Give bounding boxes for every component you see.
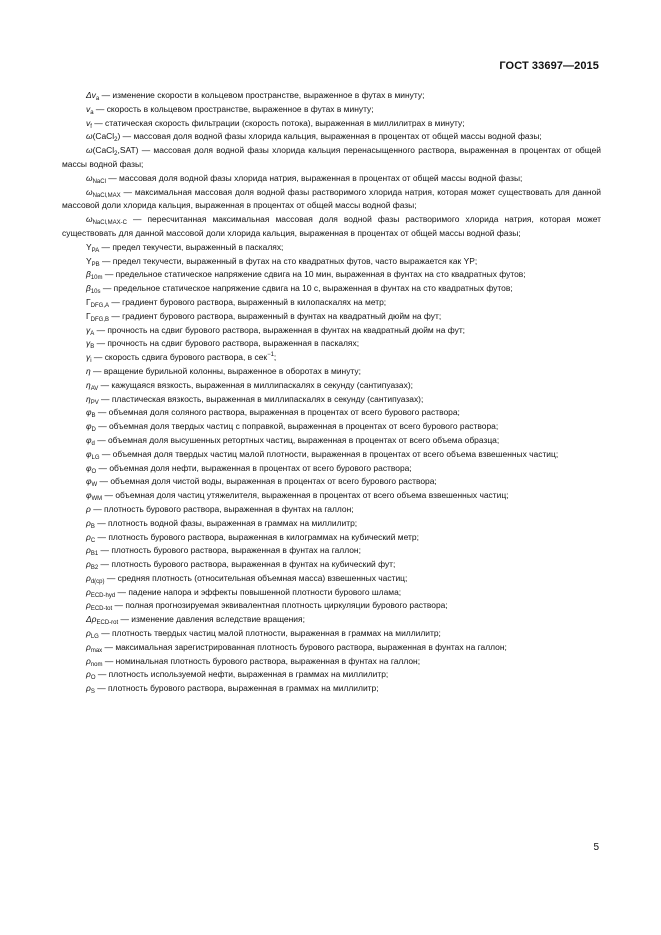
- definition-text: — плотность используемой нефти, выраженная в граммах на миллилитр;: [95, 669, 389, 680]
- definition-text: — массовая доля водной фазы хлорида натрия, выраженная в процентах от общей массы водной фазы;: [105, 172, 523, 183]
- symbol: $\rho_{ECD-tot}$: [86, 600, 113, 613]
- symbol: ω(CaCl$_2$): [86, 131, 121, 144]
- definition-text: — скорость сдвига бурового раствора, в сек$^{-1}$;: [91, 352, 277, 363]
- symbol: $Y_{PB}$: [86, 255, 100, 268]
- symbol-definition: [62, 365, 601, 379]
- symbols-list: [62, 89, 601, 696]
- definition-text: — пересчитанная максимальная массовая доля водной фазы растворимого хлорида натрия, которая может существовать для данной массовой доли хлорида кальция, выраженная в процентах от общей массы водной фазы;: [62, 214, 601, 238]
- definition-text: — кажущаяся вязкость, выраженная в миллипаскалях в секунду (сантипуазах);: [98, 379, 413, 390]
- symbol-definition: [62, 503, 601, 517]
- symbol: $\omega_{NaCl,MAX-C}$: [86, 214, 127, 227]
- symbol: $Y_{PA}$: [86, 241, 100, 254]
- symbol: $v_a$: [86, 103, 94, 116]
- definition-text: — прочность на сдвиг бурового раствора, выраженная в фунтах на квадратный дюйм на фут;: [94, 324, 466, 335]
- symbol: $\varphi_d$: [86, 434, 95, 447]
- symbol: $\beta_{10m}$: [86, 269, 103, 282]
- symbol: ρ: [86, 503, 91, 514]
- definition-text: — скорость в кольцевом пространстве, выраженное в футах в минуту;: [93, 103, 374, 114]
- symbol-definition: [62, 268, 601, 282]
- definition-text: — объемная доля твердых частиц малой плотности, выраженная в процентах от всего объема взвешенных частиц;: [99, 448, 559, 459]
- definition-text: — изменение давления вследствие вращения;: [118, 614, 305, 625]
- symbol: $\rho_{max}$: [86, 641, 103, 654]
- symbol-definition: [62, 462, 601, 476]
- definition-text: — объемная доля твердых частиц с поправкой, выраженная в процентах от всего бурового раствора;: [95, 421, 499, 432]
- symbol-definition: [62, 489, 601, 503]
- definition-text: — плотность бурового раствора, выраженная в килограммах на кубический метр;: [95, 531, 419, 542]
- symbol-definition: [62, 255, 601, 269]
- symbol-definition: [62, 599, 601, 613]
- definition-text: — градиент бурового раствора, выраженный в килопаскалях на метр;: [109, 296, 387, 307]
- symbol-definition: [62, 655, 601, 669]
- definition-text: — падение напора и эффекты повышенной плотности бурового шлама;: [115, 586, 402, 597]
- symbol: $\varphi_{LG}$: [86, 448, 100, 461]
- symbol-definition: [62, 531, 601, 545]
- definition-text: — плотность бурового раствора, выраженная в граммах на миллилитр;: [94, 683, 379, 694]
- definition-text: — массовая доля водной фазы хлорида кальция перенасыщенного раствора, выраженная в процентах от общей массы водной фазы;: [62, 145, 601, 169]
- symbol: ω(CaCl$_2$,SAT): [86, 145, 139, 158]
- definition-text: — статическая скорость фильтрации (скорость потока), выраженная в миллилитрах в минуту;: [91, 117, 465, 128]
- symbol-definition: [62, 434, 601, 448]
- symbol: $\eta_{PV}$: [86, 393, 99, 406]
- definition-text: — плотность бурового раствора, выраженная в фунтах на галлон;: [98, 545, 361, 556]
- definition-text: — плотность бурового раствора, выраженная в фунтах на кубический фут;: [98, 559, 396, 570]
- definition-text: — объемная доля чистой воды, выраженная в процентах от всего бурового раствора;: [97, 476, 437, 487]
- definition-text: — полная прогнозируемая эквивалентная плотность циркуляции бурового раствора;: [112, 600, 448, 611]
- definition-text: — плотность бурового раствора, выраженная в фунтах на галлон;: [90, 503, 354, 514]
- symbol-definition: [62, 406, 601, 420]
- symbol-definition: [62, 558, 601, 572]
- definition-text: — предельное статическое напряжение сдвига на 10 мин, выраженная в фунтах на сто квадратных футов;: [102, 269, 526, 280]
- symbol: $v_f$: [86, 117, 92, 130]
- definition-text: — градиент бурового раствора, выраженный в фунтах на квадратный дюйм на фут;: [109, 310, 442, 321]
- symbol-definition: [62, 475, 601, 489]
- symbol: $\rho_{d(cp)}$: [86, 572, 105, 585]
- symbol: $\omega_{NaCl}$: [86, 172, 106, 185]
- definition-text: — средняя плотность (относительная объемная масса) взвешенных частиц;: [104, 572, 408, 583]
- symbol: $\rho_{nom}$: [86, 655, 103, 668]
- symbol-definition: [62, 641, 601, 655]
- definition-text: — объемная доля соляного раствора, выраженная в процентах от всего бурового раствора;: [95, 407, 460, 418]
- symbol: $\varphi_D$: [86, 421, 96, 434]
- symbol-definition: [62, 89, 601, 103]
- definition-text: — вращение бурильной колонны, выраженное в оборотах в минуту;: [90, 365, 361, 376]
- symbol-definition: [62, 544, 601, 558]
- definition-text: — номинальная плотность бурового раствора, выраженная в фунтах на галлон;: [102, 655, 421, 666]
- symbol: $\varphi_W$: [86, 476, 98, 489]
- symbol-definition: [62, 682, 601, 696]
- symbol-definition: [62, 572, 601, 586]
- symbol: $\rho_{ECD-hyd}$: [86, 586, 116, 599]
- symbol-definition: [62, 393, 601, 407]
- symbol-definition: [62, 379, 601, 393]
- symbol-definition: [62, 337, 601, 351]
- symbol-definition: [62, 586, 601, 600]
- symbol: $\varphi_B$: [86, 407, 96, 420]
- definition-text: — плотность твердых частиц малой плотности, выраженная в граммах на миллилитр;: [98, 628, 441, 639]
- symbol: $\rho_S$: [86, 683, 95, 696]
- definition-text: — объемная доля высушенных ретортных частиц, выраженная в процентах от всего объема образца;: [94, 434, 500, 445]
- symbol: $\varphi_{WM}$: [86, 490, 103, 503]
- symbol-definition: [62, 351, 601, 365]
- symbol-definition: [62, 448, 601, 462]
- symbol: $\rho_O$: [86, 669, 96, 682]
- symbol-definition: [62, 310, 601, 324]
- definition-text: — прочность на сдвиг бурового раствора, выраженная в паскалях;: [94, 338, 360, 349]
- page-number: 5: [593, 842, 599, 853]
- definition-text: — плотность водной фазы, выраженная в граммах на миллилитр;: [94, 517, 358, 528]
- symbol-definition: [62, 517, 601, 531]
- symbol-definition: [62, 627, 601, 641]
- symbol-definition: [62, 613, 601, 627]
- symbol-definition: [62, 241, 601, 255]
- definition-text: — пластическая вязкость, выраженная в миллипаскалях в секунду (сантипуазах);: [98, 393, 424, 404]
- standard-header: ГОСТ 33697—2015: [499, 60, 599, 72]
- symbol: $\omega_{NaCl,MAX}$: [86, 186, 121, 199]
- symbol: $\Gamma_{DFG,B}$: [86, 310, 109, 323]
- symbol-definition: [62, 117, 601, 131]
- symbol-definition: [62, 103, 601, 117]
- symbol: $\Delta\rho_{ECD-rot}$: [86, 614, 119, 627]
- symbol: $\rho_B$: [86, 517, 95, 530]
- symbol-definition: [62, 324, 601, 338]
- symbol-definition: [62, 144, 601, 172]
- definition-text: — массовая доля водной фазы хлорида кальция, выраженная в процентах от общей массы водной фазы;: [120, 131, 542, 142]
- symbol: $\gamma_i$: [86, 352, 92, 365]
- symbol: $\Gamma_{DFG,A}$: [86, 296, 109, 309]
- symbol-definition: [62, 130, 601, 144]
- symbol: $\rho_{LG}$: [86, 628, 99, 641]
- symbol: η: [86, 365, 91, 376]
- definition-text: — максимальная массовая доля водной фазы растворимого хлорида натрия, которая может существовать для данной массовой доли хлорида кальция, выраженная в процентах от общей массы водной фазы;: [62, 186, 601, 211]
- symbol: $\beta_{10s}$: [86, 283, 101, 296]
- symbol-definition: [62, 172, 601, 186]
- symbol: $\eta_{AV}$: [86, 379, 99, 392]
- definition-text: — объемная доля нефти, выраженная в процентах от всего бурового раствора;: [96, 462, 412, 473]
- symbol-definition: [62, 296, 601, 310]
- symbol: $\Delta v_a$: [86, 90, 100, 102]
- definition-text: — максимальная зарегистрированная плотность бурового раствора, выраженная в фунтах на галлон;: [102, 641, 507, 652]
- symbol: $\rho_{B1}$: [86, 545, 99, 558]
- definition-text: — объемная доля частиц утяжелителя, выраженная в процентах от всего объема взвешенных частиц;: [102, 490, 509, 501]
- symbol-definition: [62, 186, 601, 214]
- symbol: $\rho_{B2}$: [86, 559, 99, 572]
- symbol-definition: [62, 282, 601, 296]
- symbol: $\gamma_A$: [86, 324, 95, 337]
- definition-text: — предельное статическое напряжение сдвига на 10 с, выраженная в фунтах на сто квадратных футов;: [100, 283, 513, 294]
- definition-text: — предел текучести, выраженный в паскалях;: [99, 241, 284, 252]
- symbol-definition: [62, 213, 601, 241]
- symbol: $\rho_C$: [86, 531, 96, 544]
- symbol: $\varphi_O$: [86, 462, 97, 475]
- definition-text: — предел текучести, выраженный в футах на сто квадратных футов, часто выражается как YP;: [99, 255, 478, 266]
- definition-text: — изменение скорости в кольцевом пространстве, выраженное в футах в минуту;: [99, 90, 425, 100]
- symbol-definition: [62, 420, 601, 434]
- symbol-definition: [62, 668, 601, 682]
- symbol: $\gamma_B$: [86, 338, 95, 351]
